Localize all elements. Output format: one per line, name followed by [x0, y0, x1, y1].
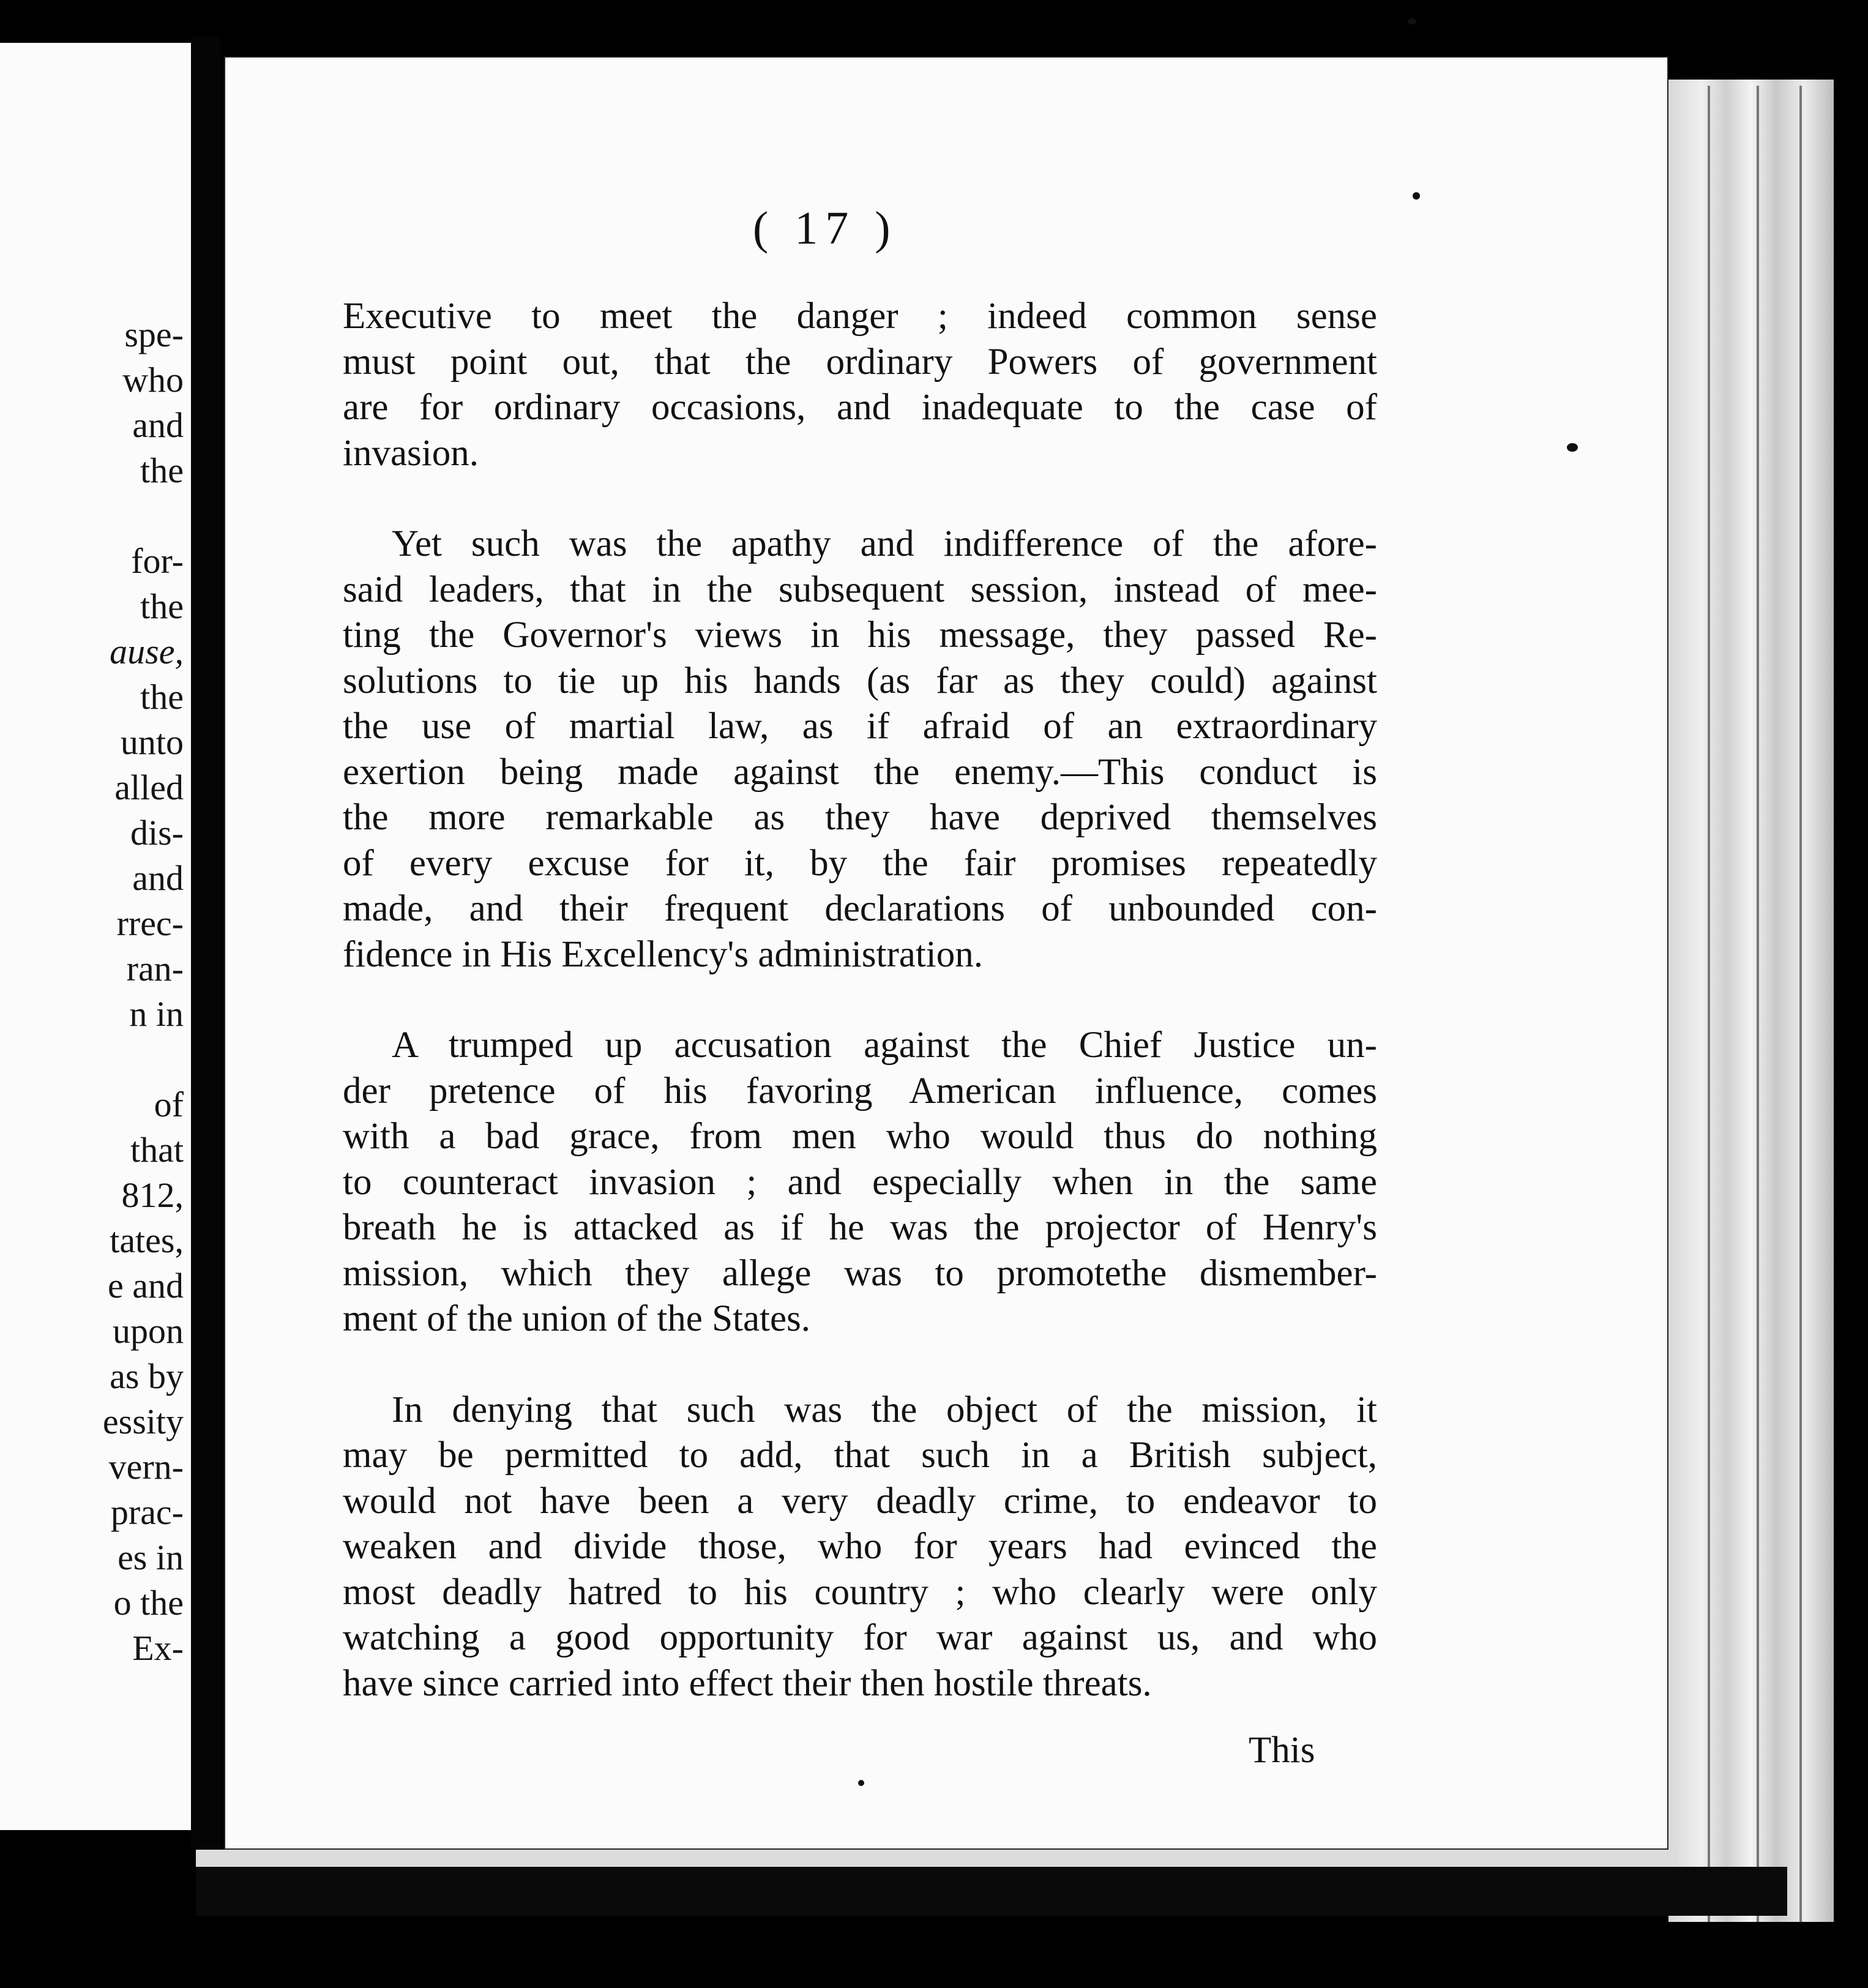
text-line: A trumped up accusation against the Chief Justice un- — [392, 1025, 1377, 1066]
speck — [1408, 18, 1416, 24]
text-line: the more remarkable as they have deprived themselves — [343, 797, 1377, 838]
facing-line: essity — [102, 1402, 184, 1441]
leaf-edge — [1757, 86, 1759, 1922]
facing-line: rrec- — [116, 903, 184, 943]
text-line: may be permitted to add, that such in a British subject, — [343, 1435, 1377, 1476]
facing-page-text — [0, 312, 184, 1671]
facing-line: alled — [114, 768, 184, 807]
facing-line: upon — [113, 1311, 184, 1351]
text-line: exertion being made against the enemy.—This conduct is — [343, 751, 1377, 793]
facing-line: e and — [108, 1266, 184, 1306]
facing-line: dis- — [130, 813, 184, 853]
facing-line: that — [130, 1130, 184, 1170]
body-text — [343, 294, 1377, 1752]
text-line: said leaders, that in the subsequent session, instead of mee- — [343, 569, 1377, 610]
facing-line: es in — [118, 1538, 184, 1577]
leaf-edge — [1708, 86, 1710, 1922]
speck — [1567, 443, 1578, 452]
speck — [1413, 192, 1420, 200]
facing-line: ran- — [126, 949, 184, 988]
facing-line: and — [132, 858, 184, 898]
text-line: weaken and divide those, who for years had evinced the — [343, 1526, 1377, 1567]
text-line: der pretence of his favoring American influence, comes — [343, 1070, 1377, 1112]
facing-line: prac- — [110, 1492, 184, 1532]
facing-line: spe- — [124, 315, 184, 354]
facing-line: of — [154, 1085, 184, 1124]
paragraph-1 — [343, 294, 1377, 476]
text-line: with a bad grace, from men who would thus do nothing — [343, 1116, 1377, 1157]
text-line: to counteract invasion ; and especially when in the same — [343, 1161, 1377, 1203]
facing-line: the — [140, 450, 184, 490]
text-line: have since carried into effect their then hostile threats. — [343, 1662, 1152, 1704]
paragraph-4 — [343, 1388, 1377, 1707]
facing-line: o the — [113, 1583, 184, 1623]
paragraph-2 — [343, 521, 1377, 977]
text-line: watching a good opportunity for war against us, and who — [343, 1617, 1377, 1658]
catchword: This — [1249, 1730, 1315, 1771]
text-line: In denying that such was the object of the mission, it — [392, 1389, 1377, 1430]
text-line: solutions to tie up his hands (as far as they could) against — [343, 660, 1377, 701]
text-line: Yet such was the apathy and indifference of the afore- — [392, 523, 1377, 564]
text-line: of every excuse for it, by the fair promises repeatedly — [343, 842, 1377, 884]
facing-line: who — [122, 360, 184, 400]
text-line: Executive to meet the danger ; indeed common sense — [343, 296, 1377, 337]
facing-line-gap — [0, 1037, 184, 1082]
facing-line: tates, — [110, 1220, 184, 1260]
facing-line: the — [140, 586, 184, 626]
facing-line: ause, — [110, 632, 184, 671]
text-line: made, and their frequent declarations of unbounded con- — [343, 888, 1377, 929]
gutter — [191, 37, 220, 1848]
facing-line: for- — [131, 541, 184, 581]
facing-line-gap — [0, 493, 184, 539]
text-line: are for ordinary occasions, and inadequate to the case of — [343, 387, 1377, 428]
text-line: breath he is attacked as if he was the projector of Henry's — [343, 1207, 1377, 1248]
facing-line: as by — [110, 1356, 184, 1396]
leaf-edge — [1799, 86, 1802, 1922]
paragraph-3 — [343, 1023, 1377, 1342]
text-line: ting the Governor's views in his message, they passed Re- — [343, 615, 1377, 656]
text-line: mission, which they allege was to promotethe dismember- — [343, 1252, 1377, 1294]
facing-page — [0, 43, 191, 1830]
page-number: ( 17 ) — [753, 203, 898, 254]
page-bottom-edge — [196, 1850, 1677, 1867]
text-line: ment of the union of the States. — [343, 1298, 811, 1339]
facing-line: n in — [129, 994, 184, 1034]
facing-line: the — [140, 677, 184, 717]
text-line: would not have been a very deadly crime, to endeavor to — [343, 1480, 1377, 1522]
page-edges — [1668, 80, 1834, 1922]
facing-line: unto — [120, 722, 184, 762]
text-line: most deadly hatred to his country ; who clearly were only — [343, 1571, 1377, 1613]
text-line: invasion. — [343, 432, 479, 474]
facing-line: Ex- — [132, 1628, 184, 1668]
text-line: must point out, that the ordinary Powers of government — [343, 341, 1377, 383]
text-line: fidence in His Excellency's administration. — [343, 933, 983, 975]
facing-line: and — [132, 405, 184, 445]
text-line: the use of martial law, as if afraid of an extraordinary — [343, 706, 1377, 747]
speck — [858, 1780, 864, 1786]
facing-line: vern- — [108, 1447, 184, 1487]
facing-line: 812, — [121, 1175, 184, 1215]
binding-shadow — [196, 1867, 1787, 1916]
